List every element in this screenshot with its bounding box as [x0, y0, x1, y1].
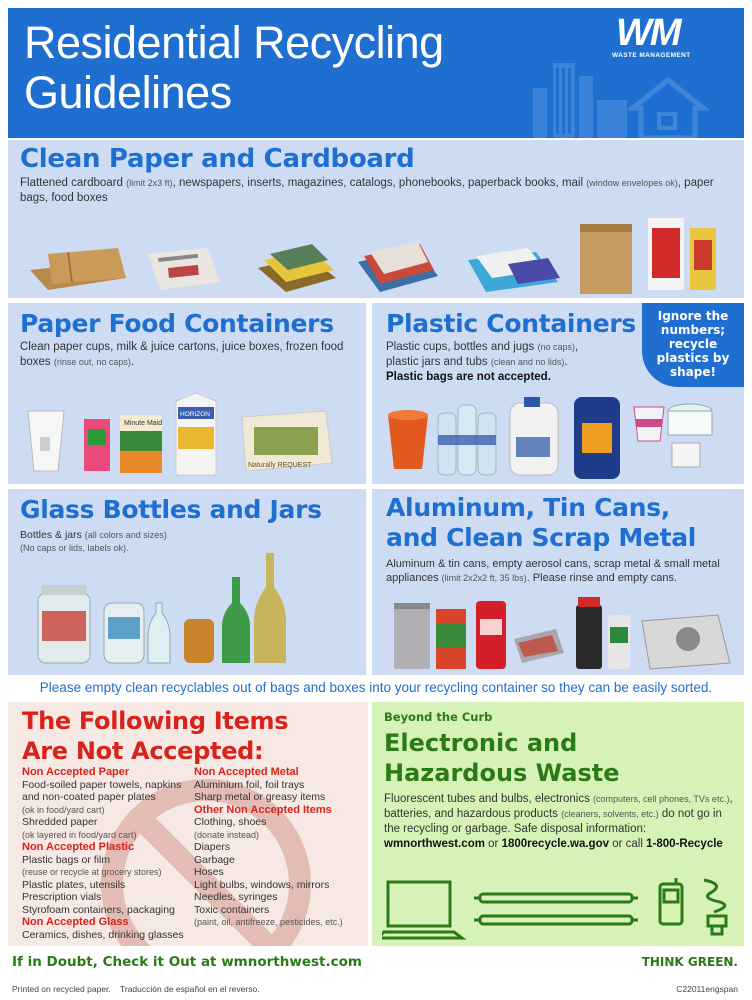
newspaper-icon: [148, 248, 220, 290]
paper-cup-icon: [28, 411, 64, 471]
carton-icon: [176, 393, 216, 475]
plastic-desc-e: (clean and no lids): [490, 357, 565, 367]
metal-title: [386, 493, 696, 553]
waste-management-logo: [608, 14, 730, 66]
metal-desc-b: (limit 2x2x2 ft, 35 lbs): [441, 573, 527, 583]
curb-title: [384, 728, 620, 788]
yogurt-cup-icon: [634, 407, 664, 441]
list-item: Prescription vials: [22, 891, 102, 903]
amber-jar-icon: [184, 619, 214, 663]
list-item: (reuse or recycle at grocery stores): [22, 867, 162, 877]
milk-jug-icon: [510, 397, 558, 475]
list-item: Sharp metal or greasy items: [194, 791, 326, 803]
section-metal: [372, 489, 744, 675]
recycle-wa-link[interactable]: 1800recycle.wa.gov: [501, 838, 610, 850]
detergent-jug-icon: [574, 397, 620, 479]
badge-line-2: numbers;: [660, 323, 726, 337]
list-item: Diapers: [194, 841, 231, 853]
list-item: (ok layered in food/yard cart): [22, 829, 137, 840]
curb-or-1: or: [484, 838, 502, 850]
food-desc-b: (rinse out, no caps): [53, 357, 131, 367]
translation-note: Traducción de español en el reverso.: [120, 984, 260, 994]
fluorescent-tube-icon: [474, 894, 638, 924]
ignore-numbers-badge: [642, 303, 744, 387]
list-heading: Non Accepted Paper: [22, 766, 130, 778]
food-description: [20, 340, 350, 370]
list-item: Light bulbs, windows, mirrors: [194, 878, 330, 891]
yellow-bottle-icon: [254, 553, 286, 663]
section-paper-food-containers: [8, 303, 366, 484]
paper-desc-a: Flattened cardboard: [20, 177, 127, 189]
section-not-accepted: [8, 702, 368, 946]
e-waste-icons: [382, 876, 738, 940]
glass-desc-c: (No caps or lids, labels ok).: [20, 543, 129, 553]
paper-items-photo: [8, 212, 744, 298]
paper-title: Clean Paper and Cardboard: [20, 144, 415, 174]
list-item: Aluminium foil, foil trays: [194, 778, 305, 791]
logo-wm: WM: [616, 12, 680, 54]
list-item: Toxic containers: [194, 903, 270, 916]
paper-desc-b: (limit 2x3 ft): [126, 178, 173, 188]
metal-description: [386, 557, 736, 585]
plastic-tub-icon: [668, 404, 712, 467]
badge-line-4: plastics by: [656, 351, 730, 365]
glass-containers-photo: [8, 547, 366, 675]
logo-subtitle: WASTE MANAGEMENT: [612, 52, 691, 59]
curb-or-2: or call: [609, 838, 647, 850]
list-item: Plastic bags or film: [22, 853, 111, 866]
plastic-cup-icon: [388, 410, 428, 469]
paper-desc-e: , paper bags, food boxes: [20, 177, 714, 204]
box-label: Naturally REQUEST: [248, 462, 312, 469]
carton-label-2: HORIZON: [180, 411, 210, 418]
header-banner: [8, 8, 744, 138]
curb-title-line-1: Electronic and: [384, 729, 578, 757]
curb-desc-e: do not go in the recycling or garbage. Safe disposal information:: [384, 808, 722, 835]
metal-title-line-1: Aluminum, Tin Cans,: [386, 493, 670, 522]
plastic-title: Plastic Containers: [386, 309, 636, 338]
food-box-icon: [648, 218, 716, 290]
plastic-description: [386, 340, 616, 385]
list-item: Shredded paper: [22, 816, 98, 828]
plastic-bags-warning: Plastic bags are not accepted.: [386, 371, 551, 383]
list-heading: Non Accepted Plastic: [22, 841, 135, 853]
wmnorthwest-link[interactable]: wmnorthwest.com: [384, 838, 485, 850]
milk-carton-icon: [120, 415, 162, 473]
list-item: (donate instead): [194, 829, 260, 840]
food-can-icon: [436, 609, 466, 669]
cardboard-icon: [30, 248, 126, 290]
list-heading: Non Accepted Glass: [22, 916, 129, 928]
food-containers-photo: [8, 379, 366, 484]
laptop-icon: [382, 882, 462, 938]
curb-desc-a: Fluorescent tubes and bulbs, electronics: [384, 793, 594, 805]
section-beyond-the-curb: [372, 702, 744, 946]
section-paper-cardboard: [8, 140, 744, 298]
footer-check-it-out: If in Doubt, Check it Out at wmnorthwest.com: [12, 954, 362, 970]
plastic-desc-a: Plastic cups, bottles and jugs: [386, 341, 538, 353]
not-accepted-title: [22, 706, 288, 766]
food-title: Paper Food Containers: [20, 309, 334, 338]
frozen-food-box-icon: [242, 411, 332, 471]
title-line-1: Residential Recycling: [24, 17, 444, 68]
not-accepted-right-list: [194, 766, 343, 929]
list-item: and non-coated paper plates: [22, 791, 156, 803]
plastic-desc-b: (no caps): [537, 342, 576, 352]
empty-bags-note: Please empty clean recyclables out of bags and boxes into your recycling container so they can be easily sorted.: [39, 680, 713, 695]
list-item: Garbage: [194, 853, 235, 866]
water-bottles-icon: [438, 405, 496, 475]
aerosol-can-icon: [576, 597, 630, 669]
badge-line-3: recycle: [668, 337, 718, 351]
glass-title: Glass Bottles and Jars: [20, 495, 322, 524]
list-heading: Non Accepted Metal: [194, 766, 299, 778]
blue-bottle-icon: [148, 603, 170, 663]
catalogs-icon: [468, 248, 560, 292]
curb-desc-b: (computers, cell phones, TVs etc.): [593, 794, 730, 804]
think-green-slogan: THINK GREEN.: [641, 955, 738, 969]
tin-can-icon: [394, 603, 430, 669]
curb-kicker: Beyond the Curb: [384, 710, 493, 724]
list-item: (paint, oil, antifreeze, pesticides, etc.): [194, 917, 343, 927]
food-desc-c: .: [130, 356, 135, 368]
metal-title-line-2: and Clean Scrap Metal: [386, 523, 697, 552]
curb-description: [384, 792, 736, 852]
document-code: C22011engspan: [676, 984, 738, 994]
metal-desc-a: Aluminum & tin cans, empty aerosol cans, scrap metal & small metal appliances: [386, 558, 720, 584]
metal-items-photo: [372, 593, 744, 675]
green-bottle-icon: [222, 577, 250, 663]
section-glass: [8, 489, 366, 675]
glass-jar-icon: [38, 585, 90, 663]
curb-desc-c: , batteries, and hazardous products: [384, 793, 733, 820]
cell-phone-icon: [660, 878, 682, 924]
paper-desc-d: (window envelopes ok): [586, 178, 678, 188]
recycle-phone[interactable]: 1-800-Recycle: [646, 838, 723, 850]
section-plastic-containers: [372, 303, 744, 484]
printed-note: Printed on recycled paper.: [12, 984, 111, 994]
paper-description: [20, 176, 740, 206]
paper-bag-icon: [580, 224, 632, 294]
metal-desc-c: . Please rinse and empty cans.: [526, 572, 678, 584]
list-item: Ceramics, dishes, drinking glasses: [22, 928, 184, 941]
list-item: Food-soiled paper towels, napkins: [22, 778, 182, 791]
magazines-icon: [358, 242, 438, 292]
clear-jar-icon: [104, 603, 144, 663]
food-desc-a: Clean paper cups, milk & juice cartons, juice boxes, frozen food boxes: [20, 341, 344, 368]
list-item: Hoses: [194, 866, 224, 878]
soda-can-icon: [476, 601, 506, 669]
glass-desc-a: Bottles & jars: [20, 529, 85, 541]
glass-desc-b: (all colors and sizes): [84, 530, 167, 540]
list-heading: Other Non Accepted Items: [194, 803, 332, 816]
title-line-2: Guidelines: [24, 67, 232, 118]
cfl-bulb-icon: [704, 880, 726, 934]
carton-label-1: Minute Maid: [124, 420, 163, 427]
badge-line-1: Ignore the: [657, 309, 729, 323]
plastic-desc-f: .: [564, 356, 568, 368]
plastic-desc-c: ,: [575, 341, 579, 353]
crushed-can-icon: [514, 629, 564, 663]
paper-desc-c: , newspapers, inserts, magazines, catalogs, phonebooks, paperback books, mail: [172, 177, 587, 189]
plastic-containers-photo: [372, 393, 744, 484]
badge-line-5: shape!: [670, 365, 716, 379]
not-accepted-title-line-1: The Following Items: [22, 707, 289, 735]
curb-title-line-2: Hazardous Waste: [384, 759, 620, 787]
not-accepted-left-list: [22, 766, 184, 941]
books-icon: [258, 244, 336, 292]
plastic-desc-d: plastic jars and tubs: [386, 356, 491, 368]
scrap-metal-icon: [642, 615, 730, 669]
list-item: Clothing, shoes: [194, 816, 267, 828]
list-item: Needles, syringes: [194, 891, 278, 903]
list-item: Plastic plates, utensils: [22, 878, 126, 891]
list-item: Styrofoam containers, packaging: [22, 903, 175, 916]
page-title: [24, 18, 444, 118]
not-accepted-title-line-2: Are Not Accepted:: [22, 737, 264, 765]
list-item: (ok in food/yard cart): [22, 804, 105, 815]
juice-box-icon: [84, 419, 110, 471]
curb-desc-d: (cleaners, solvents, etc.): [561, 809, 659, 819]
